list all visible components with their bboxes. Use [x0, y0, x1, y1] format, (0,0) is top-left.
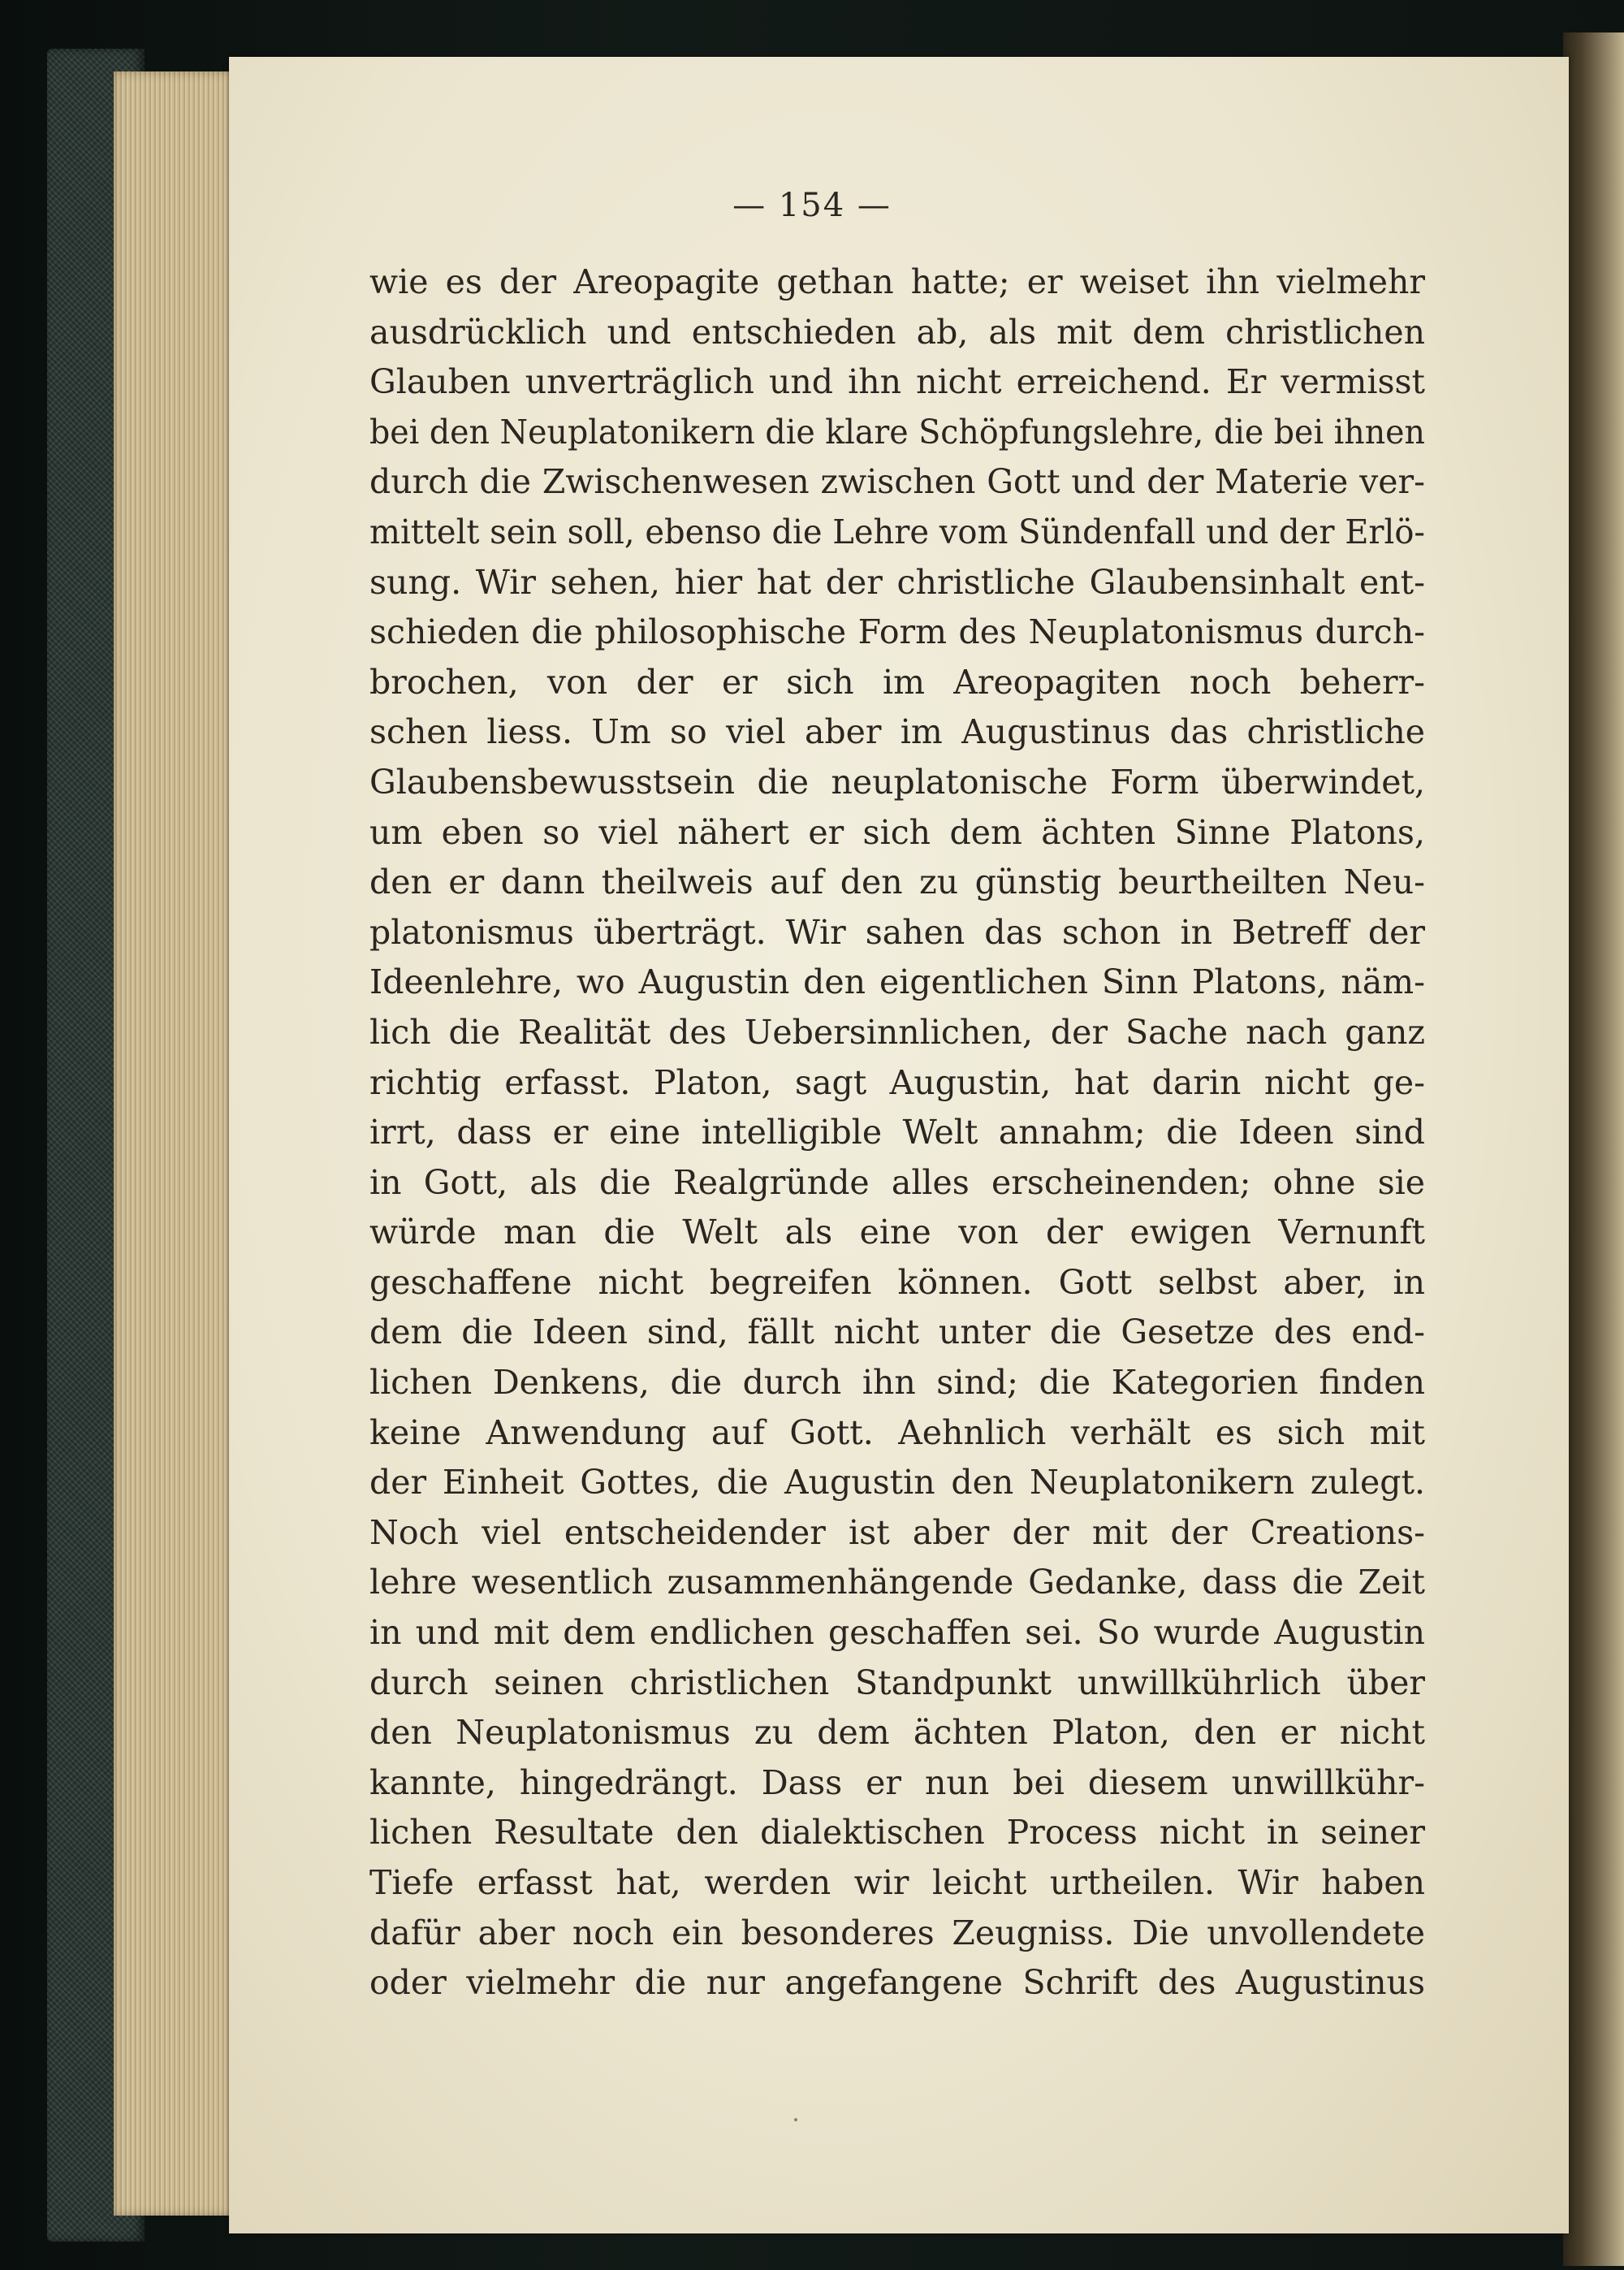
text-line: der Einheit Gottes, die Augustin den Neuplatonikern zulegt. [369, 1463, 1425, 1503]
text-line: lich die Realität des Uebersinnlichen, der Sache nach ganz [369, 1012, 1425, 1052]
text-line: in und mit dem endlichen geschaffen sei. So wurde Augustin [369, 1613, 1425, 1653]
body-text [369, 257, 1425, 2008]
ink-speck [794, 2118, 797, 2121]
text-line: dafür aber noch ein besonderes Zeugniss. Die unvollendete [369, 1913, 1425, 1952]
text-line: Glauben unverträglich und ihn nicht erreichend. Er vermisst [369, 362, 1425, 402]
text-line: um eben so viel nähert er sich dem ächten Sinne Platons, [369, 812, 1425, 852]
text-line: lichen Denkens, die durch ihn sind; die Kategorien finden [369, 1363, 1425, 1403]
text-line: durch seinen christlichen Standpunkt unwillkührlich über [369, 1663, 1425, 1702]
text-line: lichen Resultate den dialektischen Process nicht in seiner [369, 1813, 1425, 1853]
page-number: — 154 — [732, 187, 892, 224]
text-line: richtig erfasst. Platon, sagt Augustin, hat darin nicht ge- [369, 1062, 1425, 1102]
text-line: wie es der Areopagite gethan hatte; er weiset ihn vielmehr [369, 262, 1425, 301]
text-line: in Gott, als die Realgründe alles erscheinenden; ohne sie [369, 1162, 1425, 1202]
text-line: irrt, dass er eine intelligible Welt annahm; die Ideen sind [369, 1113, 1425, 1152]
text-line: geschaffene nicht begreifen können. Gott selbst aber, in [369, 1262, 1425, 1302]
text-line: den er dann theilweis auf den zu günstig beurtheilten Neu- [369, 863, 1425, 902]
text-line: Noch viel entscheidender ist aber der mit der Creations- [369, 1512, 1425, 1552]
text-line: schen liess. Um so viel aber im Augustinus das christliche [369, 712, 1425, 752]
text-line: durch die Zwischenwesen zwischen Gott und der Materie ver- [369, 462, 1425, 502]
text-line: mittelt sein soll, ebenso die Lehre vom Sündenfall und der Erlö- [369, 512, 1425, 551]
book-gutter [1563, 32, 1624, 2266]
text-line: sung. Wir sehen, hier hat der christliche Glaubensinhalt ent- [369, 562, 1425, 602]
text-line: platonismus überträgt. Wir sahen das schon in Betreff der [369, 912, 1425, 952]
text-line: brochen, von der er sich im Areopagiten noch beherr- [369, 662, 1425, 702]
text-line: Glaubensbewusstsein die neuplatonische Form überwindet, [369, 762, 1425, 802]
text-line: schieden die philosophische Form des Neuplatonismus durch- [369, 612, 1425, 652]
page-block-edge [114, 71, 235, 2216]
text-line: den Neuplatonismus zu dem ächten Platon, den er nicht [369, 1713, 1425, 1753]
text-line: Tiefe erfasst hat, werden wir leicht urtheilen. Wir haben [369, 1863, 1425, 1902]
text-line: lehre wesentlich zusammenhängende Gedanke, dass die Zeit [369, 1563, 1425, 1602]
text-line: ausdrücklich und entschieden ab, als mit dem christlichen [369, 312, 1425, 352]
text-line: Ideenlehre, wo Augustin den eigentlichen Sinn Platons, näm- [369, 962, 1425, 1002]
text-line: oder vielmehr die nur angefangene Schrift des Augustinus [369, 1963, 1425, 2003]
text-line: würde man die Welt als eine von der ewigen Vernunft [369, 1213, 1425, 1252]
text-line: bei den Neuplatonikern die klare Schöpfungslehre, die bei ihnen [369, 412, 1425, 452]
text-line: dem die Ideen sind, fällt nicht unter die Gesetze des end- [369, 1312, 1425, 1352]
text-line: keine Anwendung auf Gott. Aehnlich verhält es sich mit [369, 1412, 1425, 1452]
text-line: kannte, hingedrängt. Dass er nun bei diesem unwillkühr- [369, 1762, 1425, 1802]
